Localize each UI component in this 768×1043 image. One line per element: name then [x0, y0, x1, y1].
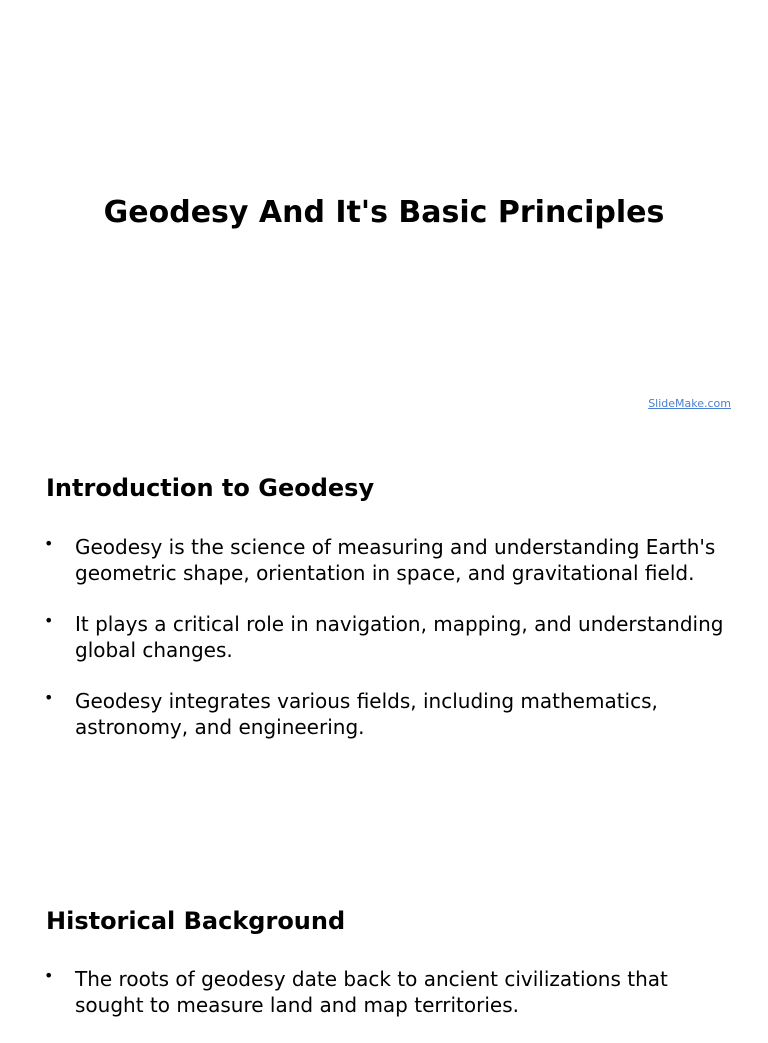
bullet-item: [44, 534, 724, 586]
bullet-item: [44, 611, 724, 663]
bullet-text: The roots of geodesy date back to ancient civilizations that sought to measure land and map territories.: [75, 967, 668, 1017]
bullet-dot-icon: •: [44, 534, 54, 553]
source-link[interactable]: SlideMake.com: [648, 397, 731, 410]
bullet-text: Geodesy integrates various fields, including mathematics, astronomy, and engineering.: [75, 689, 658, 739]
bullet-text: Geodesy is the science of measuring and understanding Earth's geometric shape, orientation in space, and gravitational field.: [75, 535, 716, 585]
bullet-dot-icon: •: [44, 688, 54, 707]
bullet-item: [44, 688, 724, 740]
section-heading: Historical Background: [46, 907, 346, 935]
bullet-item: [44, 966, 724, 1018]
bullet-text: It plays a critical role in navigation, mapping, and understanding global changes.: [75, 612, 724, 662]
bullet-dot-icon: •: [44, 611, 54, 630]
bullet-list: [44, 966, 724, 1043]
slide-title: Geodesy And It's Basic Principles: [103, 195, 665, 230]
bullet-dot-icon: •: [44, 966, 54, 985]
section-heading: Introduction to Geodesy: [46, 474, 375, 502]
bullet-list: [44, 534, 724, 765]
